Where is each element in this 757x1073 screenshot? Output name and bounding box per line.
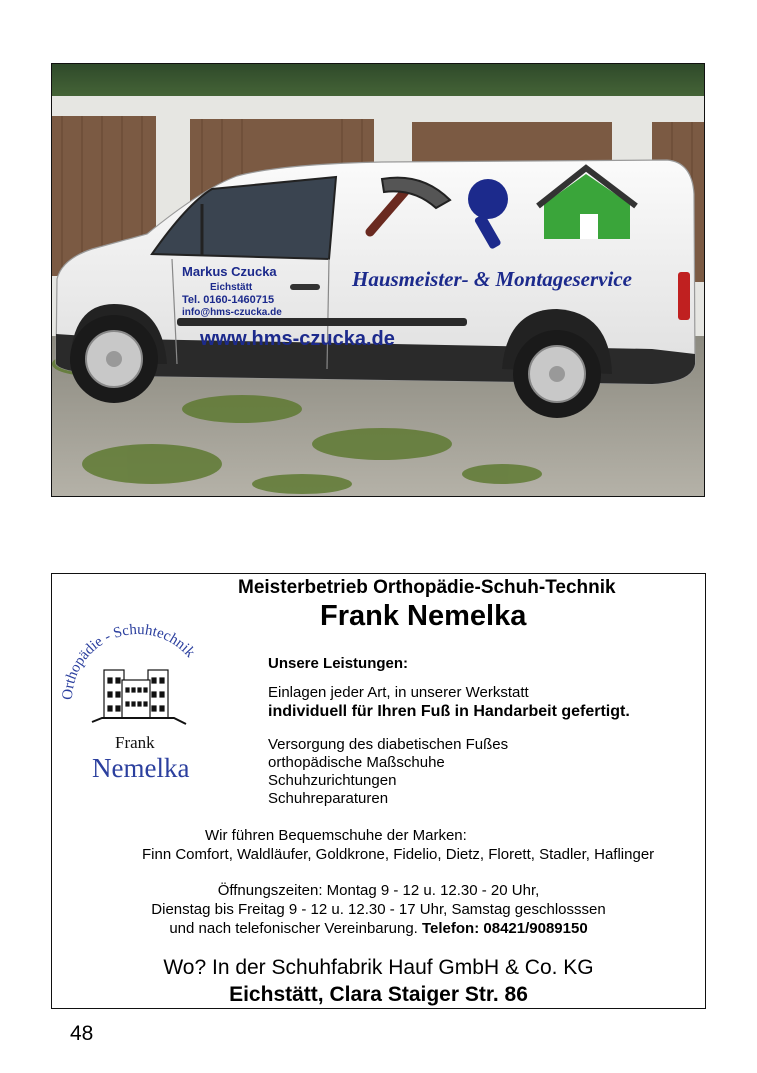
ad-title: Frank Nemelka (320, 600, 527, 632)
van-owner-city: Eichstätt (210, 282, 253, 293)
logo-first-name: Frank (115, 733, 155, 752)
van-phone: Tel. 0160-1460715 (182, 294, 275, 306)
van-website: www.hms-czucka.de (200, 328, 395, 350)
advertisement (51, 573, 706, 1009)
opening-hours-line3 (52, 920, 705, 937)
castle-icon (92, 670, 186, 724)
appointment-text: und nach telefonischer Vereinbarung. (169, 920, 418, 937)
van-photo (51, 63, 705, 497)
service-item: Versorgung des diabetischen Fußes (268, 736, 509, 753)
location-line2: Eichstätt, Clara Staiger Str. 86 (229, 983, 528, 1006)
service-item: orthopädische Maßschuhe (268, 754, 445, 771)
service-item: Schuhreparaturen (268, 790, 389, 807)
opening-hours-line1: Öffnungszeiten: Montag 9 - 12 u. 12.30 - 20 Uhr, (217, 882, 540, 899)
insoles-bold-text: individuell für Ihren Fuß in Handarbeit gefertigt. (268, 703, 630, 720)
logo-last-name: Nemelka (92, 753, 190, 783)
phone-number: Telefon: 08421/9089150 (422, 920, 588, 937)
ad-subtitle: Meisterbetrieb Orthopädie-Schuh-Technik (238, 577, 616, 598)
van-owner-name: Markus Czucka (182, 264, 277, 279)
brands-intro: Wir führen Bequemschuhe der Marken: (205, 827, 467, 844)
brands-list: Finn Comfort, Waldläufer, Goldkrone, Fidelio, Dietz, Florett, Stadler, Haflinger (142, 846, 655, 863)
insoles-text: Einlagen jeder Art, in unserer Werkstatt (268, 684, 529, 701)
van-service: Hausmeister- & Montageservice (352, 267, 632, 291)
page-number: 48 (70, 1022, 94, 1045)
service-item: Schuhzurichtungen (268, 772, 397, 789)
company-logo (62, 620, 212, 790)
location-line1: Wo? In der Schuhfabrik Hauf GmbH & Co. KG (163, 956, 594, 979)
opening-hours-line2: Dienstag bis Freitag 9 - 12 u. 12.30 - 17 Uhr, Samstag geschlosssen (151, 901, 606, 918)
logo-arc-text: rthopädie - Schuhtechnik (62, 621, 198, 691)
services-heading: Unsere Leistungen: (268, 655, 409, 672)
van-email: info@hms-czucka.de (182, 307, 282, 318)
